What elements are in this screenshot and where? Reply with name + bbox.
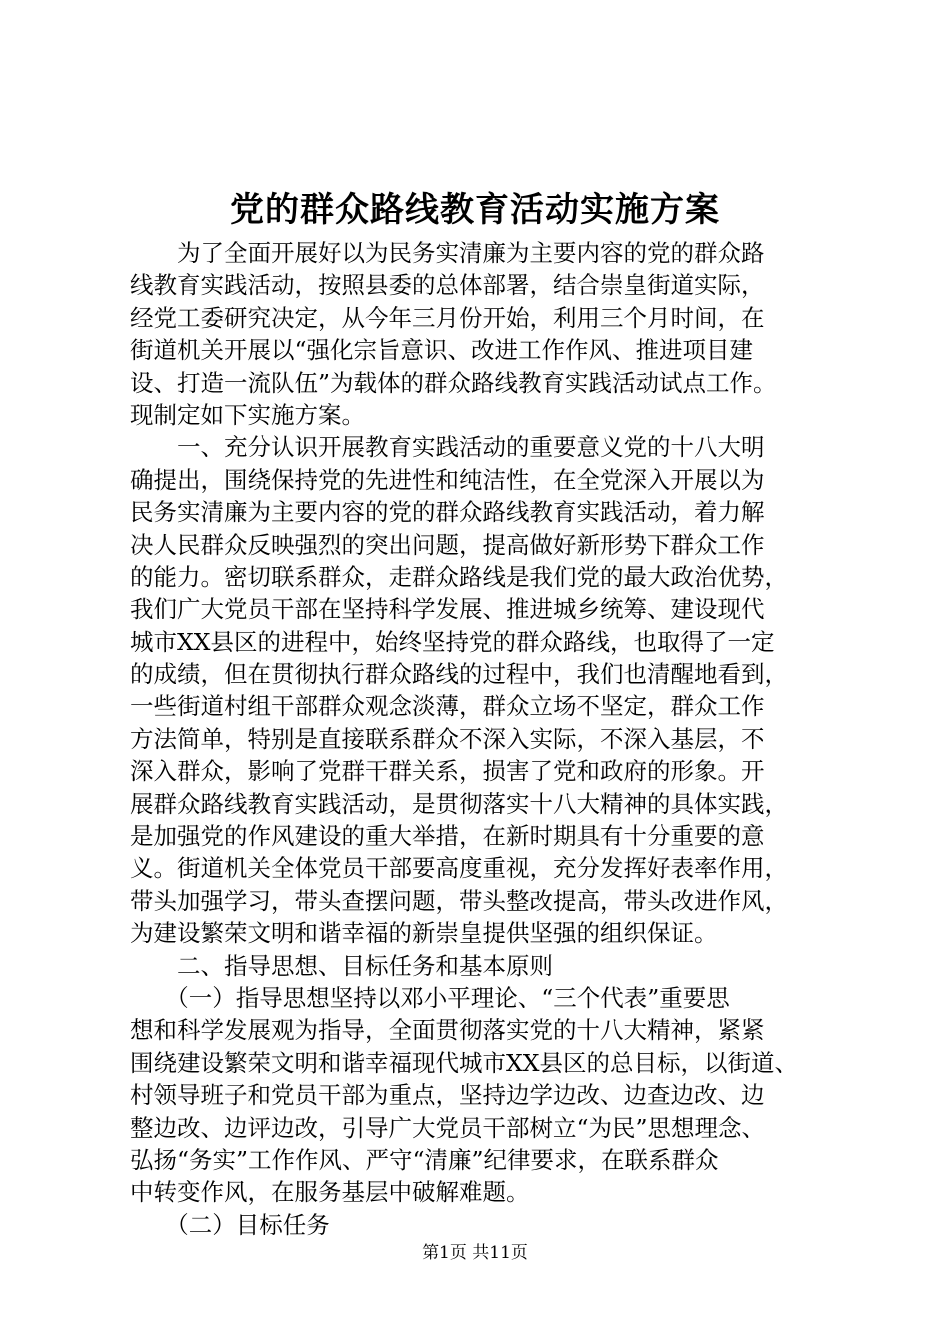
body-line: 想和科学发展观为指导，全面贯彻落实党的十八大精神，紧紧 (130, 1016, 765, 1045)
body-line: 为了全面开展好以为民务实清廉为主要内容的党的群众路 (130, 239, 765, 267)
page-number-footer: 第1页 共11页 (422, 1243, 528, 1263)
body-line: 经党工委研究决定，从今年三月份开始，利用三个月时间，在 (130, 303, 765, 332)
body-line: 带头加强学习，带头查摆问题，带头整改提高，带头改进作风， (130, 886, 788, 915)
body-line: 围绕建设繁荣文明和谐幸福现代城市XX县区的总目标，以街道、 (130, 1048, 798, 1077)
body-line: 是加强党的作风建设的重大举措，在新时期具有十分重要的意 (130, 822, 765, 851)
body-line: 一、充分认识开展教育实践活动的重要意义党的十八大明 (130, 433, 765, 462)
body-line: 展群众路线教育实践活动，是贯彻落实十八大精神的具体实践， (130, 789, 788, 818)
body-line: 确提出，围绕保持党的先进性和纯洁性，在全党深入开展以为 (130, 465, 765, 494)
body-line: 城市XX县区的进程中，始终坚持党的群众路线，也取得了一定 (130, 627, 775, 656)
body-line: 深入群众，影响了党群干群关系，损害了党和政府的形象。开 (130, 757, 765, 786)
document-body (130, 237, 850, 1241)
body-line: 义。街道机关全体党员干部要高度重视，充分发挥好表率作用， (130, 854, 788, 883)
body-line: 为建设繁荣文明和谐幸福的新崇皇提供坚强的组织保证。 (130, 919, 718, 948)
body-line: 一些街道村组干部群众观念淡薄，群众立场不坚定，群众工作 (130, 692, 765, 721)
document-title: 党的群众路线教育活动实施方案 (230, 190, 720, 230)
body-line: 我们广大党员干部在坚持科学发展、推进城乡统筹、建设现代 (130, 595, 765, 624)
body-line: 二、指导思想、目标任务和基本原则 (130, 951, 553, 980)
body-line: 中转变作风，在服务基层中破解难题。 (130, 1178, 530, 1207)
body-line: 弘扬“务实”工作作风、严守“清廉”纪律要求，在联系群众 (130, 1145, 719, 1174)
body-line: 民务实清廉为主要内容的党的群众路线教育实践活动，着力解 (130, 498, 765, 527)
body-line: 线教育实践活动，按照县委的总体部署，结合崇皇街道实际， (130, 271, 765, 300)
body-line: 整边改、边评边改，引导广大党员干部树立“为民”思想理念、 (130, 1113, 766, 1142)
body-line: 街道机关开展以“强化宗旨意识、改进工作作风、推进项目建 (130, 336, 754, 365)
body-line: 的成绩，但在贯彻执行群众路线的过程中，我们也清醒地看到， (130, 660, 788, 689)
body-line: 现制定如下实施方案。 (130, 400, 365, 429)
body-line: 村领导班子和党员干部为重点，坚持边学边改、边查边改、边 (130, 1081, 765, 1110)
body-line: （二）目标任务 (130, 1210, 330, 1239)
body-line: （一）指导思想坚持以邓小平理论、“三个代表”重要思 (130, 983, 730, 1012)
body-line: 方法简单，特别是直接联系群众不深入实际，不深入基层，不 (130, 724, 765, 753)
body-line: 决人民群众反映强烈的突出问题，提高做好新形势下群众工作 (130, 530, 765, 559)
body-line: 设、打造一流队伍”为载体的群众路线教育实践活动试点工作。 (130, 368, 777, 397)
body-line: 的能力。密切联系群众，走群众路线是我们党的最大政治优势， (130, 562, 788, 591)
